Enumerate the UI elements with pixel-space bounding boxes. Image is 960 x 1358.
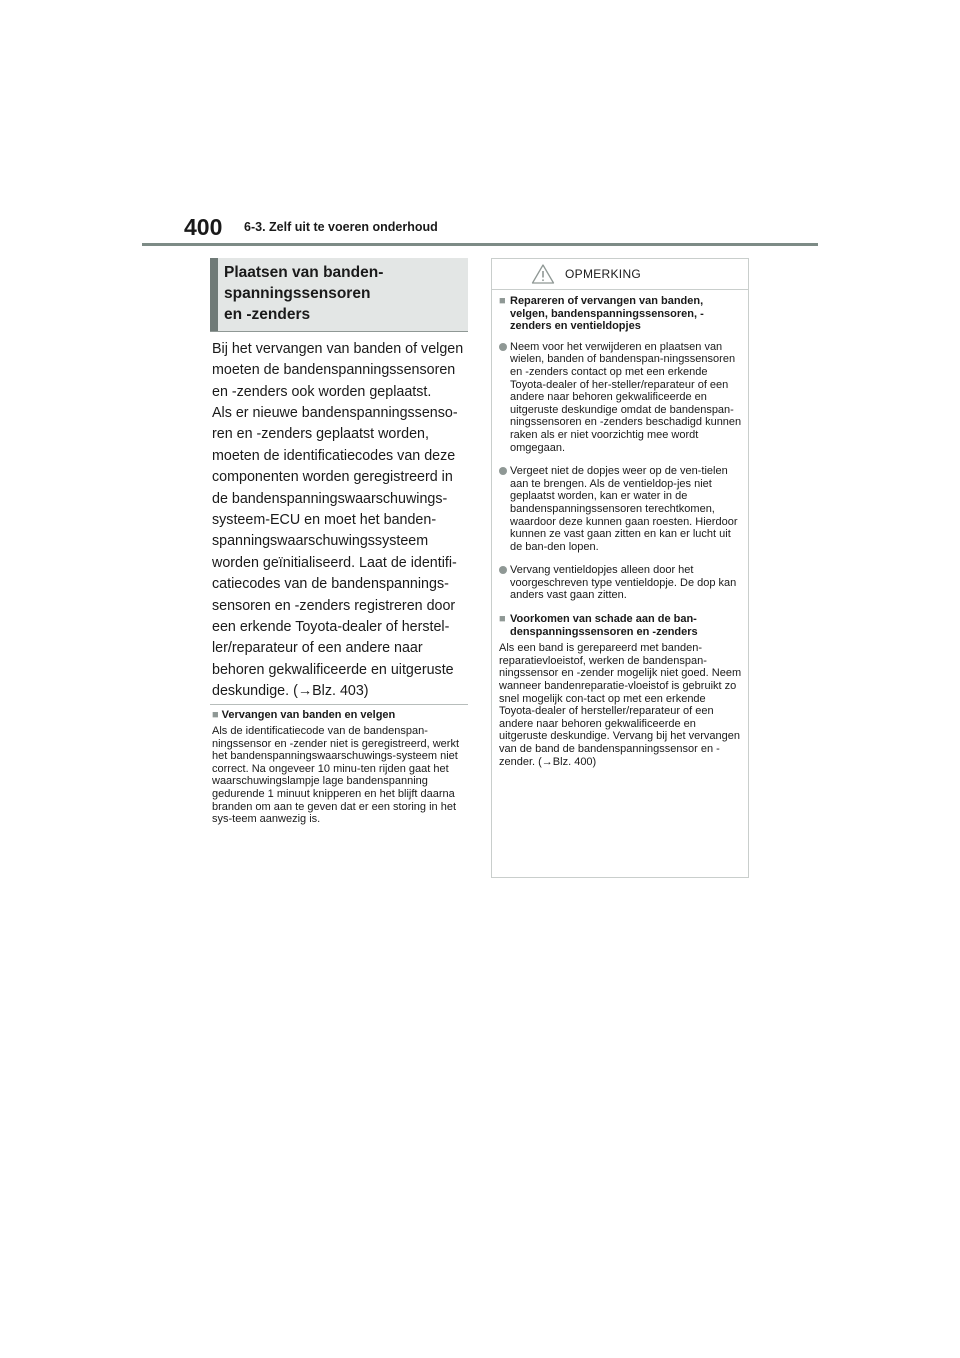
note-heading-2 <box>499 613 744 638</box>
note-content <box>499 295 744 768</box>
square-bullet-icon: ■ <box>499 613 506 626</box>
page-number: 400 <box>184 214 223 240</box>
section-title <box>224 262 464 325</box>
running-head: 6-3. Zelf uit te voeren onderhoud <box>244 220 438 234</box>
body-paragraph-1: Bij het vervangen van banden of velgen moeten de bandenspanningssensoren en -zenders ook worden geplaatst. <box>212 341 464 400</box>
circle-bullet-icon <box>499 343 507 351</box>
circle-bullet-icon <box>499 566 507 574</box>
subsection-heading <box>212 709 470 721</box>
subsection-text: Als de identificatiecode van de bandenspan-ningssensor en -zender niet is geregistreerd, werkt het bandenspanningswaarschuwings-systeem niet correct. Na ongeveer 10 minu-ten rijden gaat het waarschuwingslampje lage bandenspanning gedurende 1 minuut knipperen en het blijft daarna branden om aan te geven dat er een storing in het sys-teem aanwezig is. <box>212 725 460 826</box>
note-bullet <box>499 465 744 553</box>
header-rule <box>142 243 818 246</box>
note-box <box>491 258 749 878</box>
section-title-line: Plaatsen van banden- <box>224 264 384 281</box>
note-bullet-text: Neem voor het verwijderen en plaatsen van wielen, banden of bandenspan-ningssensoren en -zenders contact op met een erkende Toyota-dealer of her-steller/reparateur of een andere naar behoren gekwalificeerde en uitgeruste deskundige omdat de bandenspan-ningssensoren en -zenders beschadigd kunnen raken als er niet voorzichtig mee wordt omgegaan. <box>510 340 742 454</box>
note-heading-2-text: Voorkomen van schade aan de ban-denspanningssensoren en -zenders <box>510 613 698 638</box>
section-heading-box <box>210 258 468 332</box>
circle-bullet-icon <box>499 467 507 475</box>
note-header <box>492 259 748 290</box>
note-bullet <box>499 341 744 454</box>
note-heading-1 <box>499 295 744 333</box>
section-title-line: spanningssensoren <box>224 285 371 302</box>
note-bullet <box>499 564 744 602</box>
note-heading-1-text: Repareren of vervangen van banden, velgen, bandenspanningssensoren, -zenders en ventieldopjes <box>510 295 704 333</box>
square-bullet-icon: ■ <box>212 709 219 721</box>
note-label: OPMERKING <box>565 267 642 281</box>
subsection-title: Vervangen van banden en velgen <box>221 709 396 721</box>
square-bullet-icon: ■ <box>499 295 506 307</box>
body-paragraph-2: Als er nieuwe bandenspanningssenso-ren en -zenders geplaatst worden, moeten de identificatiecodes van deze componenten worden geregistreerd in de bandenspanningswaarschuwings-systeem-ECU en moet het banden-spanningswaarschuwingssysteem worden geïnitialiseerd. Laat de identifi-catiecodes van de bandenspannings-sensoren en -zenders registreren door een erkende Toyota-dealer of herstel-ler/reparateur of een andere naar behoren gekwalificeerde en uitgeruste deskundige. (→Blz. 403) <box>212 405 458 700</box>
section-title-line: en -zenders <box>224 306 311 323</box>
note-bullet-text: Vergeet niet de dopjes weer op de ven-tielen aan te brengen. Als de ventieldop-jes niet geplaatst worden, kan er water in de bandenspanningssensoren terechtkomen, waardoor deze kunnen gaan roesten. Hierdoor kunnen ze vast gaan zitten en kan er lucht uit de ban-den lopen. <box>510 465 738 553</box>
warning-triangle-icon <box>531 263 555 285</box>
section-heading-bar <box>210 258 218 331</box>
subsection-rule <box>210 704 468 705</box>
note-paragraph: Als een band is gerepareerd met banden-reparatievloeistof, werken de bandenspan-ningssensor en -zender mogelijk niet goed. Neem wanneer bandenreparatie-vloeistof is gebruikt zo snel mogelijk con-tact op met een erkende Toyota-dealer of hersteller/reparateur of een andere naar behoren gekwalificeerde en uitgeruste deskundige. Vervang bij het vervangen van de band de bandenspanningssensor en -zender. (→Blz. 400) <box>499 642 742 768</box>
note-bullet-text: Vervang ventieldopjes alleen door het voorgeschreven type ventieldopje. De dop kan anders vast gaan zitten. <box>510 564 737 602</box>
